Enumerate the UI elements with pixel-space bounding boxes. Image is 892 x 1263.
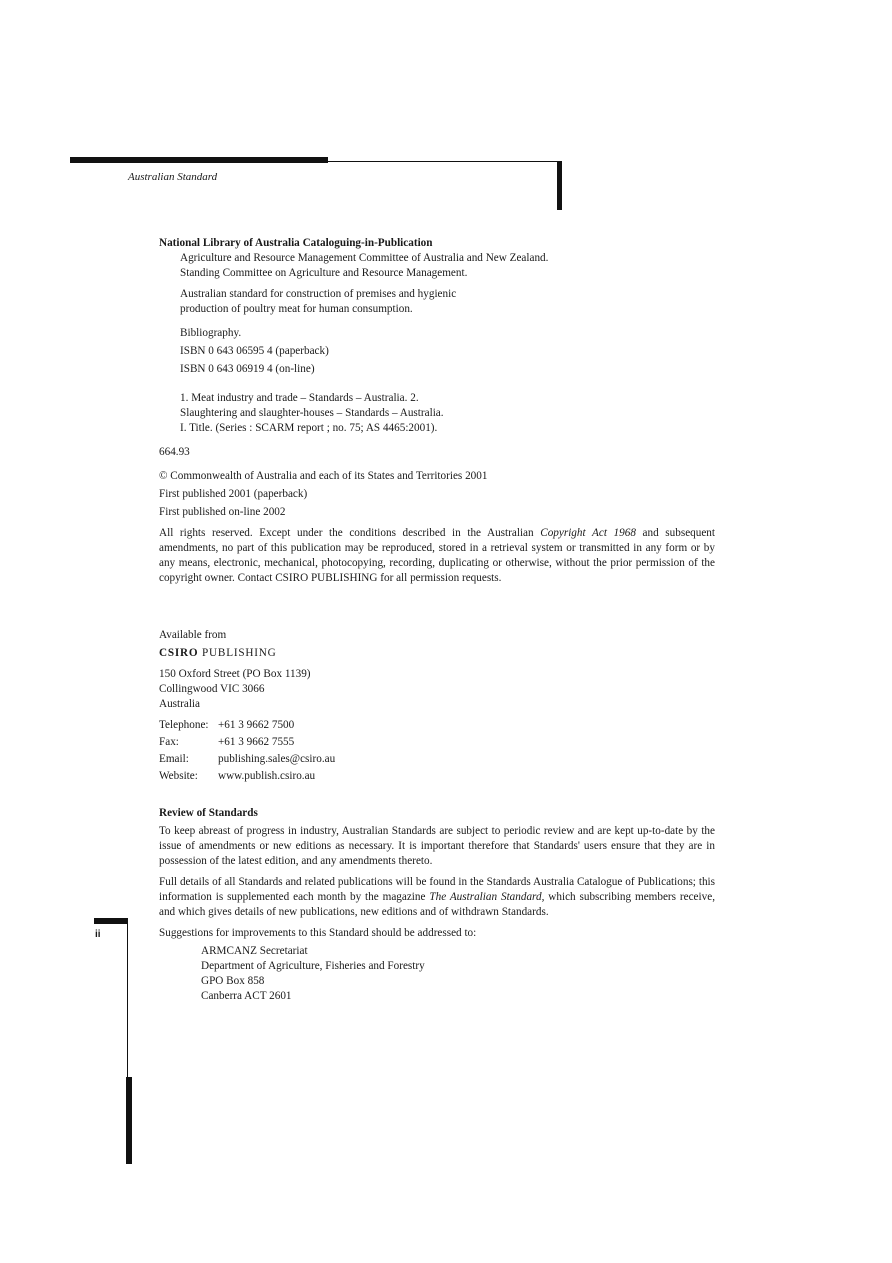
first-published-line: First published 2001 (paperback) (159, 488, 308, 500)
contact-label: Telephone: (159, 719, 209, 731)
margin-thick-rule (126, 1077, 132, 1164)
contact-telephone (159, 718, 715, 733)
page-content (159, 236, 715, 1004)
page-number: ii (95, 929, 101, 940)
rights-act: Copyright Act 1968 (540, 527, 636, 539)
contact-label: Website: (159, 770, 198, 782)
rights-text: All rights reserved. Except under the conditions described in the Australian (159, 527, 541, 539)
margin-thin-rule (127, 918, 128, 1078)
address-line: 150 Oxford Street (PO Box 1139) (159, 668, 311, 680)
copyright-line: © Commonwealth of Australia and each of its States and Territories 2001 (159, 470, 488, 482)
header-thick-rule (70, 157, 328, 163)
contact-label: Fax: (159, 736, 179, 748)
rights-paragraph (159, 526, 715, 586)
copyright-block (159, 469, 715, 520)
contact-list (159, 718, 715, 784)
rights-text: and subsequent amendments, no part of this publication may be reproduced, stored in a retrieval system or transmitted in any form or by any means, electronic, mechanical, photocopying, recording, duplicating or otherwise, without the prior permission of the copyright owner. Contact CSIRO PUBLISHING for all permission requests. (159, 527, 716, 584)
cip-isbn-online: ISBN 0 643 06919 4 (on-line) (180, 363, 315, 375)
suggestions-line: Suggestions for improvements to this Standard should be addressed to: (159, 927, 477, 939)
cip-author-line: Standing Committee on Agriculture and Resource Management. (180, 267, 468, 279)
secretariat-line: ARMCANZ Secretariat (201, 945, 308, 957)
cip-heading: National Library of Australia Cataloguing-in-Publication (159, 237, 433, 249)
cip-subjects (159, 391, 715, 436)
contact-value: +61 3 9662 7500 (218, 719, 295, 731)
publisher-name (159, 646, 715, 661)
contact-value[interactable]: publishing.sales@csiro.au (218, 753, 336, 765)
cip-subject-line: 1. Meat industry and trade – Standards – Australia. 2. (180, 392, 419, 404)
cip-title-line: Australian standard for construction of premises and hygienic (180, 288, 457, 300)
review-paragraph: To keep abreast of progress in industry, Australian Standards are subject to periodic review and are kept up-to-date by the issue of amendments or new editions as necessary. It is important therefore that Standards' users ensure that they are in possession of the latest edition, and any amendments thereto. (159, 825, 715, 867)
cip-author (159, 251, 715, 281)
cip-title-line: production of poultry meat for human consumption. (180, 303, 413, 315)
cip-subject-line: I. Title. (Series : SCARM report ; no. 75; AS 4465:2001). (180, 422, 438, 434)
contact-fax (159, 735, 715, 750)
cip-bibliography (159, 326, 715, 377)
catalogue-text: which subscribing members receive, and which gives details of new publications, new editions and of withdrawn Standards. (159, 891, 715, 918)
margin-tab-rule (94, 918, 128, 924)
review-heading: Review of Standards (159, 807, 258, 819)
header-thin-rule (328, 161, 560, 162)
first-published-online-line: First published on-line 2002 (159, 506, 286, 518)
secretariat-line: GPO Box 858 (201, 975, 265, 987)
cip-author-line: Agriculture and Resource Management Committee of Australia and New Zealand. (180, 252, 549, 264)
publisher-rest: PUBLISHING (198, 647, 277, 659)
running-head: Australian Standard (128, 171, 218, 183)
publisher-bold: CSIRO (159, 647, 199, 659)
cip-subject-line: Slaughtering and slaughter-houses – Standards – Australia. (180, 407, 444, 419)
publisher-address (159, 667, 715, 712)
address-line: Collingwood VIC 3066 (159, 683, 265, 695)
cip-classification: 664.93 (159, 446, 190, 458)
contact-website (159, 769, 715, 784)
cip-title (159, 287, 715, 317)
contact-value[interactable]: www.publish.csiro.au (218, 770, 316, 782)
contact-value: +61 3 9662 7555 (218, 736, 295, 748)
catalogue-paragraph (159, 875, 715, 920)
contact-email (159, 752, 715, 767)
cip-isbn-paperback: ISBN 0 643 06595 4 (paperback) (180, 345, 329, 357)
cip-biblio-line: Bibliography. (180, 327, 242, 339)
magazine-title: The Australian Standard, (429, 891, 545, 903)
secretariat-line: Department of Agriculture, Fisheries and Forestry (201, 960, 425, 972)
address-line: Australia (159, 698, 201, 710)
secretariat-line: Canberra ACT 2601 (201, 990, 292, 1002)
header-vertical-rule (557, 161, 562, 210)
availability-intro: Available from (159, 629, 227, 641)
catalogue-text: Full details of all Standards and related publications will be found in the Standards Australia Catalogue of Publications; this information is supplemented each month by the magazine (159, 876, 715, 903)
secretariat-address (159, 944, 715, 1004)
contact-label: Email: (159, 753, 189, 765)
